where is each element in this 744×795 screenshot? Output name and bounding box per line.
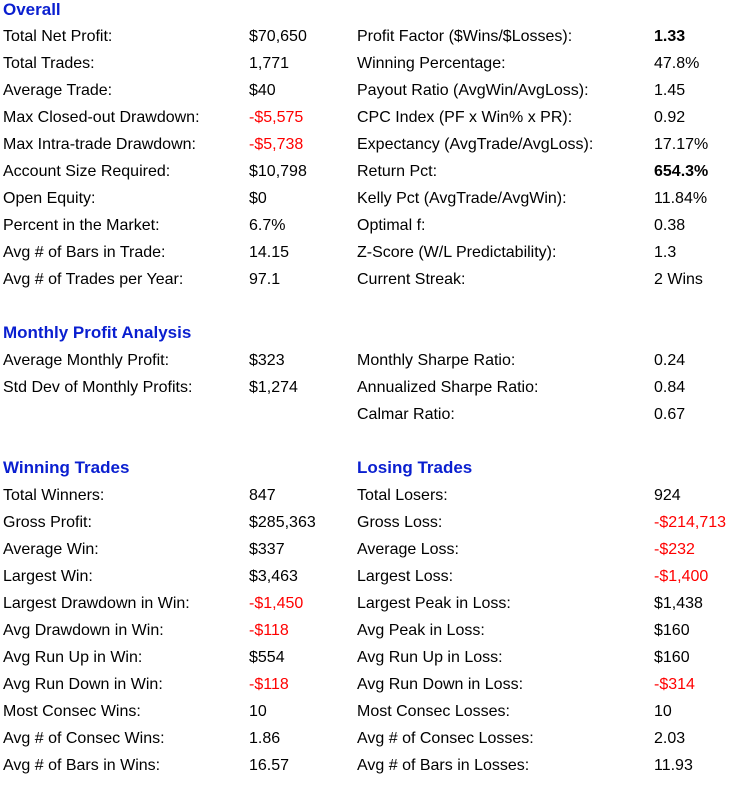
monthly-profit-title: Monthly Profit Analysis — [3, 323, 192, 342]
metric-label: Avg Run Up in Win: — [3, 649, 143, 666]
metric-value: -$118 — [249, 676, 289, 693]
metric-label: Open Equity: — [3, 190, 96, 207]
metric-label: Percent in the Market: — [3, 217, 160, 234]
metric-label: Max Intra-trade Drawdown: — [3, 136, 196, 153]
metric-value: $0 — [249, 190, 267, 207]
metric-label: Max Closed-out Drawdown: — [3, 109, 200, 126]
monthly-table — [0, 347, 744, 428]
metric-value: 1.33 — [654, 28, 686, 45]
metric-value: 0.92 — [654, 109, 686, 126]
metric-label: Calmar Ratio: — [357, 406, 455, 423]
metric-label: Gross Loss: — [357, 514, 443, 531]
metric-value: -$232 — [654, 541, 695, 558]
metric-label: CPC Index (PF x Win% x PR): — [357, 109, 573, 126]
metric-label: Avg Run Down in Loss: — [357, 676, 524, 693]
metric-value: 847 — [249, 487, 276, 504]
metric-value: 1.86 — [249, 730, 281, 747]
metric-label: Account Size Required: — [3, 163, 171, 180]
metric-value: $323 — [249, 352, 285, 369]
table-row — [0, 563, 744, 590]
metric-value: $160 — [654, 622, 690, 639]
table-row — [0, 23, 744, 50]
overall-table — [0, 23, 744, 293]
metric-label: Avg # of Consec Wins: — [3, 730, 165, 747]
metric-label: Avg # of Trades per Year: — [3, 271, 184, 288]
metric-value: 0.84 — [654, 379, 686, 396]
metric-label: Total Winners: — [3, 487, 105, 504]
metric-label: Profit Factor ($Wins/$Losses): — [357, 28, 573, 45]
metric-label: Average Trade: — [3, 82, 113, 99]
metric-value: $337 — [249, 541, 285, 558]
metric-value: $1,274 — [249, 379, 298, 396]
metric-label: Avg Run Up in Loss: — [357, 649, 503, 666]
table-row — [0, 212, 744, 239]
table-row — [0, 482, 744, 509]
metric-label: Total Trades: — [3, 55, 95, 72]
table-row — [0, 698, 744, 725]
table-row — [0, 617, 744, 644]
metric-value: $10,798 — [249, 163, 307, 180]
metric-value: -$5,738 — [249, 136, 304, 153]
metric-value: $285,363 — [249, 514, 316, 531]
metric-value: 97.1 — [249, 271, 281, 288]
metric-value: 1.45 — [654, 82, 686, 99]
table-row — [0, 752, 744, 779]
table-row — [0, 50, 744, 77]
table-row — [0, 266, 744, 293]
metric-label: Optimal f: — [357, 217, 426, 234]
table-row — [0, 509, 744, 536]
metric-label: Avg Run Down in Win: — [3, 676, 163, 693]
metric-label: Annualized Sharpe Ratio: — [357, 379, 539, 396]
metric-value: 924 — [654, 487, 681, 504]
table-row — [0, 131, 744, 158]
metric-label: Avg Drawdown in Win: — [3, 622, 164, 639]
metric-label: Std Dev of Monthly Profits: — [3, 379, 193, 396]
metric-label: Avg # of Bars in Trade: — [3, 244, 166, 261]
table-row — [0, 725, 744, 752]
table-row — [0, 239, 744, 266]
losing-trades-title: Losing Trades — [357, 458, 473, 477]
metric-value: $3,463 — [249, 568, 298, 585]
metric-value: 10 — [654, 703, 672, 720]
table-row — [0, 401, 744, 428]
metric-value: 654.3% — [654, 163, 709, 180]
metric-value: -$1,450 — [249, 595, 304, 612]
metric-label: Kelly Pct (AvgTrade/AvgWin): — [357, 190, 567, 207]
table-row — [0, 185, 744, 212]
metric-label: Average Loss: — [357, 541, 459, 558]
metric-label: Avg # of Bars in Wins: — [3, 757, 161, 774]
metric-value: $40 — [249, 82, 276, 99]
metric-label: Monthly Sharpe Ratio: — [357, 352, 516, 369]
metric-value: $160 — [654, 649, 690, 666]
metric-label: Gross Profit: — [3, 514, 92, 531]
metric-value: 0.38 — [654, 217, 686, 234]
table-row — [0, 374, 744, 401]
trades-table — [0, 482, 744, 779]
metric-label: Avg Peak in Loss: — [357, 622, 485, 639]
metric-value: $70,650 — [249, 28, 307, 45]
metric-label: Payout Ratio (AvgWin/AvgLoss): — [357, 82, 589, 99]
metric-value: 17.17% — [654, 136, 709, 153]
metric-label: Largest Loss: — [357, 568, 454, 585]
metric-value: 47.8% — [654, 55, 700, 72]
table-row — [0, 158, 744, 185]
metric-value: 2 Wins — [654, 271, 703, 288]
metric-label: Average Win: — [3, 541, 99, 558]
metric-value: 14.15 — [249, 244, 290, 261]
metric-value: -$1,400 — [654, 568, 709, 585]
metric-value: 2.03 — [654, 730, 686, 747]
metric-label: Largest Win: — [3, 568, 93, 585]
metric-label: Total Net Profit: — [3, 28, 113, 45]
metric-value: 16.57 — [249, 757, 290, 774]
metric-value: 11.93 — [654, 757, 693, 774]
metric-value: 1,771 — [249, 55, 290, 72]
metric-value: -$5,575 — [249, 109, 304, 126]
metric-label: Return Pct: — [357, 163, 438, 180]
metric-label: Z-Score (W/L Predictability): — [357, 244, 557, 261]
metric-value: -$214,713 — [654, 514, 727, 531]
metric-label: Largest Peak in Loss: — [357, 595, 511, 612]
metric-value: 1.3 — [654, 244, 677, 261]
table-row — [0, 104, 744, 131]
metric-value: $1,438 — [654, 595, 703, 612]
metric-label: Avg # of Consec Losses: — [357, 730, 534, 747]
metric-value: 0.24 — [654, 352, 686, 369]
table-row — [0, 77, 744, 104]
overall-title: Overall — [3, 0, 61, 19]
metric-value: 10 — [249, 703, 267, 720]
table-row — [0, 671, 744, 698]
winning-trades-title: Winning Trades — [3, 458, 130, 477]
metric-label: Largest Drawdown in Win: — [3, 595, 190, 612]
metric-label: Expectancy (AvgTrade/AvgLoss): — [357, 136, 594, 153]
table-row — [0, 644, 744, 671]
metric-value: -$314 — [654, 676, 695, 693]
metric-label: Winning Percentage: — [357, 55, 506, 72]
metric-label: Current Streak: — [357, 271, 466, 288]
metric-value: -$118 — [249, 622, 289, 639]
metric-label: Most Consec Wins: — [3, 703, 141, 720]
table-row — [0, 347, 744, 374]
metric-value: 0.67 — [654, 406, 686, 423]
metric-value: 6.7% — [249, 217, 286, 234]
metric-value: $554 — [249, 649, 285, 666]
metric-value: 11.84% — [654, 190, 708, 207]
metric-label: Total Losers: — [357, 487, 448, 504]
metric-label: Most Consec Losses: — [357, 703, 510, 720]
metric-label: Avg # of Bars in Losses: — [357, 757, 530, 774]
table-row — [0, 536, 744, 563]
table-row — [0, 590, 744, 617]
metric-label: Average Monthly Profit: — [3, 352, 170, 369]
